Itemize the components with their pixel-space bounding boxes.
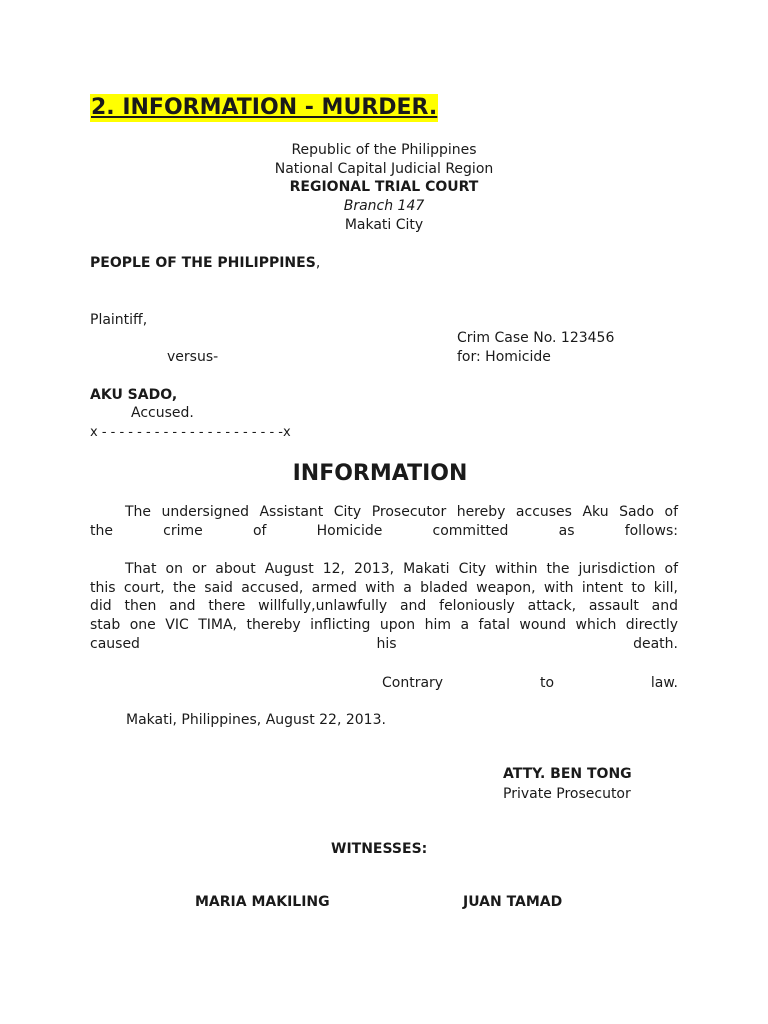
case-nature: for: Homicide	[457, 349, 551, 365]
paragraph-2-line-3: did then and there willfully,unlawfully and feloniously attack, assault and	[90, 598, 678, 614]
case-number: Crim Case No. 123456	[457, 330, 615, 346]
date-place: Makati, Philippines, August 22, 2013.	[126, 712, 386, 728]
accused-name: AKU SADO,	[90, 387, 178, 403]
plaintiff-label: Plaintiff,	[90, 312, 148, 328]
document-title: 2. INFORMATION - MURDER.	[91, 95, 438, 120]
contrary-to-law: Contrary to law.	[382, 675, 678, 691]
paragraph-2-line-2: this court, the said accused, armed with a bladed weapon, with intent to kill,	[90, 580, 678, 596]
signatory-title: Private Prosecutor	[503, 786, 631, 802]
paragraph-2-line-1: That on or about August 12, 2013, Makati City within the jurisdiction of	[125, 561, 678, 577]
court-republic: Republic of the Philippines	[291, 142, 477, 158]
signatory-name: ATTY. BEN TONG	[503, 766, 632, 782]
court-name: REGIONAL TRIAL COURT	[289, 179, 479, 195]
plaintiff-name-line	[90, 254, 320, 273]
court-region: National Capital Judicial Region	[274, 161, 494, 177]
paragraph-2-line-5: caused his death.	[90, 636, 678, 652]
plaintiff-name: PEOPLE OF THE PHILIPPINES	[90, 255, 316, 271]
plaintiff-comma: ,	[315, 255, 321, 271]
court-city: Makati City	[344, 217, 424, 233]
paragraph-1-line-2: the crime of Homicide committed as follows:	[90, 523, 678, 539]
information-heading: INFORMATION	[292, 461, 468, 486]
court-branch: Branch 147	[343, 198, 425, 214]
witnesses-label: WITNESSES:	[331, 841, 428, 857]
caption-separator: x - - - - - - - - - - - - - - - - - - - - -x	[90, 425, 291, 440]
versus-label: versus-	[167, 349, 219, 365]
witness-name: MARIA MAKILING	[195, 894, 330, 910]
paragraph-2-line-4: stab one VIC TIMA, thereby inflicting upon him a fatal wound which directly	[90, 617, 678, 633]
paragraph-1-line-1: The undersigned Assistant City Prosecutor hereby accuses Aku Sado of	[125, 504, 678, 520]
witness-name: JUAN TAMAD	[463, 894, 563, 910]
accused-label: Accused.	[131, 405, 194, 421]
